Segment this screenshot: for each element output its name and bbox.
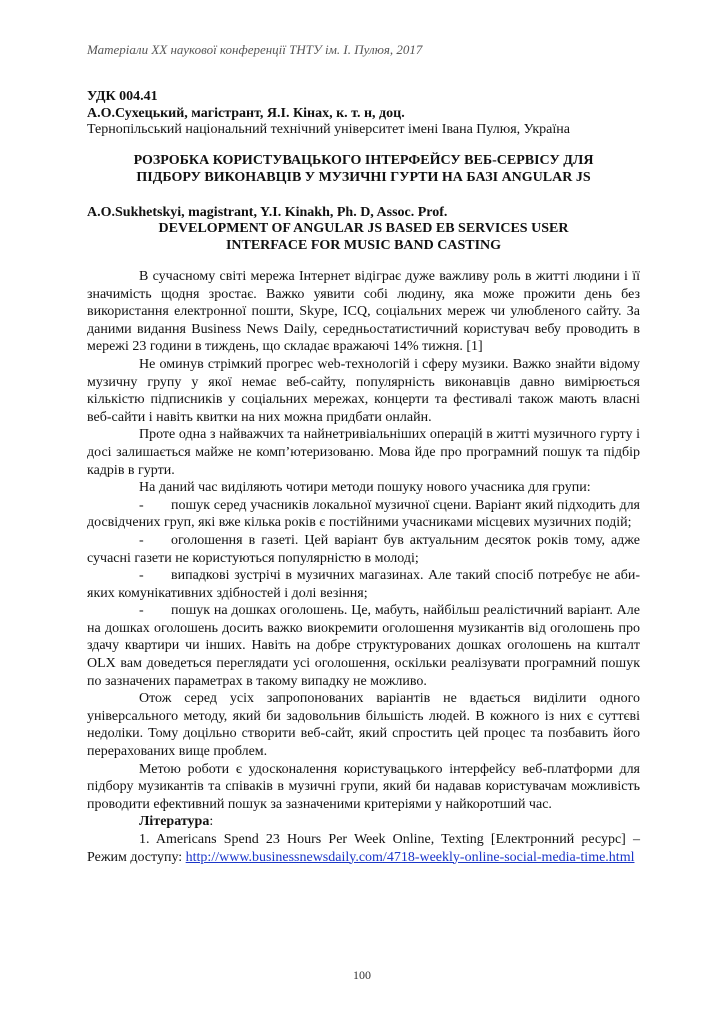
reference-item [87,831,640,866]
title-ukrainian-line: ПІДБОРУ ВИКОНАВЦІВ У МУЗИЧНІ ГУРТИ НА БАЗІ ANGULAR JS [136,170,591,185]
authors-english: A.O.Sukhetskyi, magistrant, Y.I. Kinakh, Ph. D, Assoc. Prof. [87,205,448,220]
list-item [87,497,640,532]
literature-heading [87,813,640,831]
paragraph: В сучасному світі мережа Інтернет відіграє дуже важливу роль в житті людини і її значимість щодня зростає. Важко уявити собі людину, яка може прожити день без використання електронної пошти, Skype, ICQ, соціальних мереж чи улюбленого сайту. За даними видання Business News Daily, середньостатистичний користувач вебу проводить в мережі 23 години в тиждень, що складає вражаючі 14% тижня. [1] [87,269,640,355]
title-ukrainian [87,152,640,186]
list-item-text: пошук серед учасників локальної музичної сцени. Варіант який підходить для досвідчених груп, які вже кілька років є постійними учасниками місцевих музичних подій; [87,497,640,531]
paragraph: На даний час виділяють чотири методи пошуку нового учасника для групи: [139,480,591,496]
authors-ukrainian: А.О.Сухецький, магістрант, Я.І. Кінах, к. т. н, доц. [87,106,405,121]
list-item [87,567,640,602]
title-english [87,220,640,254]
running-header: Матеріали XX наукової конференції ТНТУ ім. І. Пулюя, 2017 [87,42,423,57]
literature-heading-colon: : [209,814,214,830]
list-item-text: випадкові зустрічі в музичних магазинах. Але такий спосіб потребує не аби-яких комунікативних здібностей і долі везіння; [87,568,640,601]
list-dash: - [139,497,144,513]
body-text [87,268,640,866]
list-dash: - [139,603,144,619]
paragraph: Метою роботи є удосконалення користувацького інтерфейсу веб-платформи для підбору музикантів та співаків в музичні групи, який би надавав користувачам можливість проводити ефективний пошук за зазначеними критеріями у найкоротший час. [87,761,640,812]
list-item-text: оголошення в газеті. Цей варіант був актуальним десяток років тому, адже сучасні газети не користуються популярністю в молоді; [87,532,640,566]
paragraph: Отож серед усіх запропонованих варіантів не вдається виділити одного універсального методу, який би задовольнив більшість людей. В кожного із них є суттєві недоліки. Тому доцільно створити веб-сайт, який спростить цей процес та позбавить його перерахованих вище проблем. [87,691,640,760]
title-ukrainian-line: РОЗРОБКА КОРИСТУВАЦЬКОГО ІНТЕРФЕЙСУ ВЕБ-СЕРВІСУ ДЛЯ [133,153,594,168]
reference-link[interactable]: http://www.businessnewsdaily.com/4718-weekly-online-social-media-time.html [185,849,635,865]
list-dash: - [139,568,144,584]
list-dash: - [139,532,144,548]
list-item [87,602,640,690]
affiliation: Тернопільський національний технічний університет імені Івана Пулюя, Україна [87,122,570,137]
paragraph: Проте одна з найважчих та найнетривіальніших операцій в житті музичного гурту і досі залишається майже не комп’ютеризованю. Мова йде про програмний пошук та підбір кадрів в гурти. [87,427,640,478]
title-english-line: DEVELOPMENT OF ANGULAR JS BASED EB SERVICES USER [158,221,569,236]
page-number: 100 [353,968,371,982]
list-item [87,532,640,567]
udk-code: УДК 004.41 [87,89,158,104]
reference-text: 1. Americans Spend 23 Hours Per Week Online, Texting [Електронний ресурс] – Режим доступу: [87,832,640,865]
paragraph: Не оминув стрімкий прогрес web-технологій і сферу музики. Важко знайти відому музичну групу у якої немає веб-сайту, популярність виконавців давно вимірюється кількістю підписників у соціальних мережах, концерти та фестивалі також мають власні веб-сайти і навіть квитки на них можна придбати онлайн. [87,356,640,425]
title-english-line: INTERFACE FOR MUSIC BAND CASTING [225,238,502,253]
literature-heading-text: Література [139,814,210,830]
list-item-text: пошук на дошках оголошень. Це, мабуть, найбільш реалістичний варіант. Але на дошках оголошень досить важко виокремити оголошення музикантів від оголошень про здачу квартири чи інших. Навіть на добре структурованих дошках оголошень на кшталт OLX вам доведеться переглядати усі оголошення, оскільки реалізувати програмний пошук по зазначених параметрах в такому випадку не можливо. [87,603,640,689]
